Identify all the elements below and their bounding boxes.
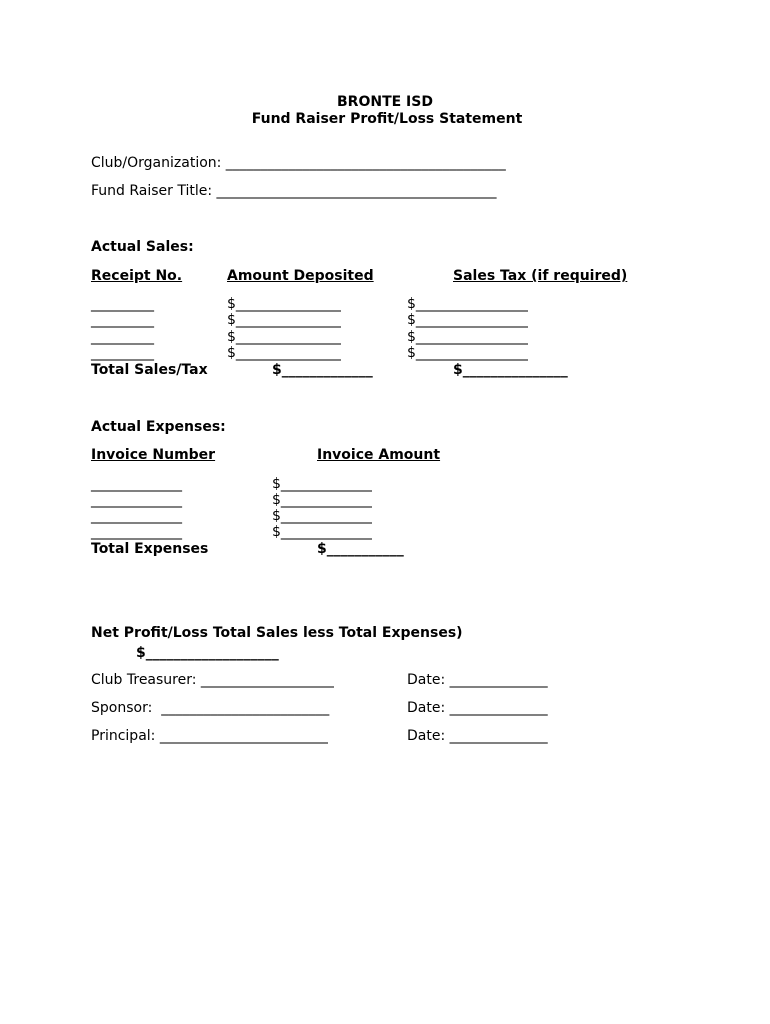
sales-heading: Actual Sales: [91, 239, 194, 255]
principal-date-field[interactable]: Date: ______________ [407, 728, 548, 744]
amount-field[interactable]: $_______________ [227, 345, 341, 361]
invoice-amount-field[interactable]: $_____________ [272, 508, 372, 524]
net-profit-field[interactable]: $___________________ [136, 645, 279, 661]
receipt-field[interactable]: _________ [91, 296, 154, 312]
col-amount-deposited: Amount Deposited [227, 268, 374, 284]
school-name: BRONTE ISD [337, 94, 433, 110]
amount-field[interactable]: $_______________ [227, 312, 341, 328]
sponsor-date-field[interactable]: Date: ______________ [407, 700, 548, 716]
invoice-field[interactable]: _____________ [91, 508, 182, 524]
receipt-field[interactable]: _________ [91, 329, 154, 345]
document-title: Fund Raiser Profit/Loss Statement [251, 111, 523, 127]
total-expenses-label: Total Expenses [91, 541, 209, 557]
expenses-heading: Actual Expenses: [91, 419, 226, 435]
total-sales-amount-field[interactable]: $_____________ [272, 362, 373, 378]
club-treasurer-date-field[interactable]: Date: ______________ [407, 672, 548, 688]
invoice-field[interactable]: _____________ [91, 476, 182, 492]
club-treasurer-signature-field[interactable]: Club Treasurer: ___________________ [91, 672, 334, 688]
invoice-amount-field[interactable]: $_____________ [272, 492, 372, 508]
col-sales-tax: Sales Tax (if required) [453, 268, 628, 284]
principal-signature-field[interactable]: Principal: ________________________ [91, 728, 328, 744]
fund-raiser-title-field[interactable]: Fund Raiser Title: ________________________________________ [91, 183, 497, 199]
tax-field[interactable]: $________________ [407, 345, 528, 361]
invoice-amount-field[interactable]: $_____________ [272, 524, 372, 540]
net-profit-label: Net Profit/Loss Total Sales less Total Expenses) [91, 625, 463, 641]
tax-field[interactable]: $________________ [407, 296, 528, 312]
amount-field[interactable]: $_______________ [227, 296, 341, 312]
tax-field[interactable]: $________________ [407, 312, 528, 328]
col-invoice-amount: Invoice Amount [317, 447, 441, 463]
receipt-field[interactable]: _________ [91, 345, 154, 361]
sponsor-signature-field[interactable]: Sponsor: ________________________ [91, 700, 330, 716]
invoice-amount-field[interactable]: $_____________ [272, 476, 372, 492]
club-organization-field[interactable]: Club/Organization: ________________________________________ [91, 155, 506, 171]
amount-field[interactable]: $_______________ [227, 329, 341, 345]
total-expenses-field[interactable]: $___________ [317, 541, 404, 557]
tax-field[interactable]: $________________ [407, 329, 528, 345]
total-sales-tax-field[interactable]: $_______________ [453, 362, 568, 378]
col-receipt-no: Receipt No. [91, 268, 183, 284]
invoice-field[interactable]: _____________ [91, 492, 182, 508]
invoice-field[interactable]: _____________ [91, 524, 182, 540]
total-sales-label: Total Sales/Tax [91, 362, 208, 378]
receipt-field[interactable]: _________ [91, 312, 154, 328]
col-invoice-number: Invoice Number [91, 447, 216, 463]
